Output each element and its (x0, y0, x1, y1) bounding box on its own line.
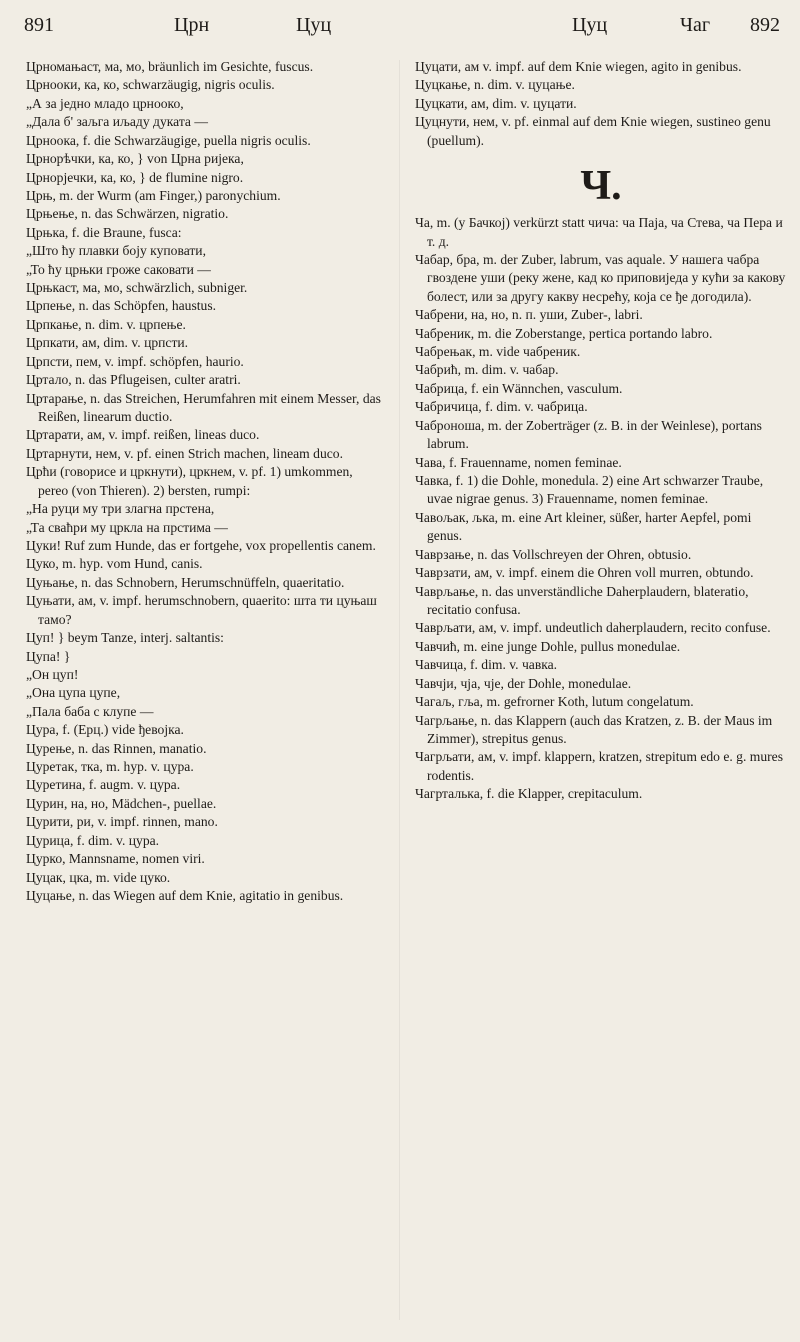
dictionary-entry: Чагрљати, ам, v. impf. klappern, kratzen, strepitum edo e. g. mures rodentis. (415, 749, 783, 783)
dictionary-entry: Цртарање, n. das Streichen, Herumfahren mit einem Messer, das Reißen, linearum ductio. (26, 390, 381, 425)
left-guide-word-1: Црн (174, 14, 210, 36)
dictionary-entry: Чаврзати, ам, v. impf. einem die Ohren voll murren, obtundo. (415, 565, 754, 581)
dictionary-entry: Црпкати, ам, dim. v. црпсти. (26, 335, 189, 351)
dictionary-entry: Цура, f. (Ерц.) vide ђевојка. (26, 722, 184, 738)
left-page-number: 891 (24, 14, 54, 36)
dictionary-entry: Цуретина, f. augm. v. цура. (26, 777, 181, 793)
dictionary-entry: Цуп! } beym Tanze, interj. saltantis: (26, 630, 224, 646)
dictionary-entry: Цурење, n. das Rinnen, manatio. (26, 740, 207, 756)
dictionary-entry: Цуцкати, ам, dim. v. цуцати. (415, 95, 577, 111)
dictionary-entry: „Што ћу плавки бојy куповати, (26, 243, 206, 259)
dictionary-entry: Цурин, на, но, Mädchen-, puellae. (26, 795, 217, 811)
dictionary-entry: „Та сваћри му цркла на прстима — (26, 519, 228, 535)
dictionary-entry: Чагрталька, f. die Klapper, crepitaculum. (415, 786, 643, 802)
dictionary-entry: Цуцкање, n. dim. v. цуцање. (415, 77, 575, 93)
dictionary-entry: Чаврзање, n. das Vollschreyen der Ohren, obtusio. (415, 546, 692, 562)
dictionary-entry: Црноока, f. die Schwarzäugige, puella nigris oculis. (26, 132, 311, 148)
dictionary-entry: Цуњати, ам, v. impf. herumschnobern, quaerito: шта ти цуњаш тамо? (26, 593, 377, 627)
dictionary-entry: Црњење, n. das Schwärzen, nigratio. (26, 206, 229, 222)
dictionary-entry: Црнооки, ка, ко, schwarzäugig, nigris oculis. (26, 77, 275, 93)
dictionary-entry: Цуки! Ruf zum Hunde, das er fortgehe, vox propellentis canem. (26, 537, 376, 553)
right-guide-word-2: Чаг (680, 14, 711, 36)
dictionary-entry: Цурица, f. dim. v. цура. (26, 832, 160, 848)
dictionary-entry: Чавчић, m. eine junge Dohle, pullus monedulae. (415, 638, 681, 654)
dictionary-entry: Црћи (говорисе и цркнути), цркнем, v. pf. 1) umkommen, pereo (von Thieren). 2) bersten, rumpi: (26, 464, 353, 498)
right-column-top-entries (415, 58, 787, 150)
dictionary-entry: Цуцање, n. das Wiegen auf dem Knie, agitatio in genibus. (26, 887, 344, 903)
dictionary-entry: Ча, m. (у Бачкој) verkürzt statt чича: ча Паја, ча Стева, ча Пера и т. д. (415, 215, 783, 249)
dictionary-entry: Чаброноша, m. der Zoberträger (z. B. in der Weinlese), portans labrum. (415, 417, 762, 452)
dictionary-entry: Црнорѣчки, ка, ко, } von Црна ријека, (26, 151, 244, 167)
column-gutter (399, 60, 400, 1320)
dictionary-entry: Чагаљ, гља, m. gefrorner Koth, lutum congelatum. (415, 694, 694, 710)
dictionary-entry: Чавка, f. 1) die Dohle, monedula. 2) eine Art schwarzer Traube, uvae nigrae genus. 3) Frauenname, nomen feminae. (415, 473, 764, 507)
dictionary-entry: Црњ, m. der Wurm (am Finger,) paronychium. (26, 187, 281, 203)
right-column (415, 58, 787, 1338)
dictionary-entry: Цртарнути, нем, v. pf. einen Strich machen, lineam duco. (26, 445, 343, 461)
dictionary-entry: Цуко, m. hyp. vom Hund, canis. (26, 556, 203, 572)
dictionary-entry: Чавчица, f. dim. v. чавка. (415, 657, 558, 673)
page-header (24, 10, 780, 40)
dictionary-entry: Цуцати, ам v. impf. auf dem Knie wiegen, agito in genibus. (415, 59, 742, 74)
dictionary-entry: Цртало, n. das Pflugeisen, culter aratri. (26, 372, 241, 388)
dictionary-entry: Црњкаст, ма, мо, schwärzlich, subniger. (26, 280, 248, 296)
dictionary-entry: „Она цупа цупе, (26, 685, 121, 701)
dictionary-entry: Црњка, f. die Braune, fusca: (26, 224, 182, 240)
section-letter: Ч. (580, 163, 622, 210)
dictionary-entry: „Дала б' заљга иљаду дуката — (26, 114, 208, 130)
dictionary-entry: Цуцнути, нем, v. pf. einmal auf dem Knie wiegen, sustineo genu (puellum). (415, 114, 771, 148)
dictionary-entry: „А за једно младо црнооко, (26, 95, 184, 111)
dictionary-entry: Чабричица, f. dim. v. чабрица. (415, 399, 588, 415)
dictionary-entry: Чавољак, љка, m. eine Art kleiner, süßer, harter Aepfel, pomi genus. (415, 509, 752, 544)
dictionary-entry: Црнорјечки, ка, ко, } de flumine nigro. (26, 169, 244, 185)
dictionary-entry: Чабрени, на, но, n. п. уши, Zuber-, labri. (415, 307, 643, 323)
dictionary-entry: Чабрица, f. ein Wännchen, vasculum. (415, 380, 623, 396)
dictionary-entry: Цуцак, цка, m. vide цуко. (26, 869, 171, 885)
right-guide-word-1: Цуц (572, 14, 608, 36)
dictionary-entry: Црномањаст, ма, мо, bräunlich im Gesichte, fuscus. (26, 59, 314, 74)
right-column-bottom-entries (415, 214, 787, 804)
dictionary-entry: Чаврљати, ам, v. impf. undeutlich daherplaudern, recito confuse. (415, 620, 771, 636)
dictionary-entry: Цуњање, n. das Schnobern, Herumschnüffeln, quaeritatio. (26, 574, 345, 590)
dictionary-entry: Чабар, бра, m. der Zuber, labrum, vas aquale. У нашега чабра гвоздене уши (реку жене, кад ко приповиједа у кући за какову болест, или за другу какву несрећу, која се ђе догодила). (415, 251, 786, 304)
dictionary-entry: „Он цуп! (26, 666, 79, 682)
dictionary-entry: Црпење, n. das Schöpfen, haustus. (26, 298, 217, 314)
dictionary-entry: „Пала баба с клупе — (26, 703, 154, 719)
dictionary-entry: „То ћу црњки гроже саковати — (26, 261, 211, 277)
dictionary-entry: Чаврљање, n. das unverständliche Daherplaudern, blateratio, recitatio confusa. (415, 583, 749, 617)
dictionary-entry: Цупа! } (26, 648, 71, 664)
dictionary-entry: Цртарати, ам, v. impf. reißen, lineas duco. (26, 427, 260, 443)
dictionary-entry: Цуретак, тка, m. hyp. v. цура. (26, 759, 194, 775)
dictionary-entry: Цурити, ри, v. impf. rinnen, mano. (26, 814, 218, 830)
right-page-number: 892 (750, 14, 780, 36)
left-guide-word-2: Цуц (296, 14, 332, 36)
dictionary-entry: Чабрењак, m. vide чабреник. (415, 344, 581, 360)
dictionary-entry: Црпсти, пем, v. impf. schöpfen, haurio. (26, 353, 244, 369)
dictionary-entry: Цурко, Mannsname, nomen viri. (26, 851, 205, 867)
dictionary-entry: „На руци му три злагна прстена, (26, 501, 215, 517)
dictionary-entry: Чабрић, m. dim. v. чабар. (415, 362, 559, 378)
dictionary-entry: Чагрљање, n. das Klappern (auch das Kratzen, z. B. der Maus im Zimmer), strepitus genus. (415, 712, 773, 746)
dictionary-entry: Чабреник, m. die Zoberstange, pertica portando labro. (415, 325, 713, 341)
dictionary-entry: Црпкање, n. dim. v. црпење. (26, 316, 186, 332)
dictionary-entry: Чава, f. Frauenname, nomen feminae. (415, 454, 622, 470)
left-column (26, 58, 384, 1338)
dictionary-entry: Чавчји, чја, чје, der Dohle, monedulae. (415, 675, 632, 691)
